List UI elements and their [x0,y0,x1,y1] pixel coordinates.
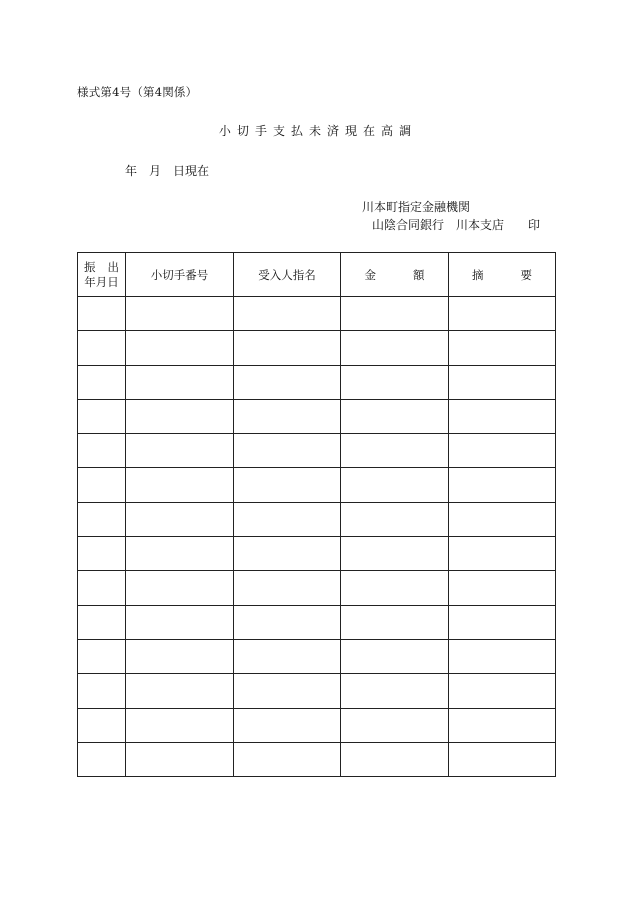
cell-check-number[interactable] [126,742,234,776]
cell-issue-date[interactable] [78,537,126,571]
table-row [78,468,556,502]
bank-branch-seal: 山陰合同銀行 川本支店 印 [372,218,541,232]
cell-amount[interactable] [341,399,449,433]
title-char: 払 [290,124,303,138]
title-char: 済 [327,124,340,138]
cell-check-number[interactable] [126,365,234,399]
cell-amount[interactable] [341,502,449,536]
cell-check-number[interactable] [126,708,234,742]
cell-amount[interactable] [341,537,449,571]
header-amount-char: 金 [364,267,376,282]
cell-payee[interactable] [234,399,341,433]
table-row [78,571,556,605]
cell-amount[interactable] [341,605,449,639]
title-char: 未 [308,124,321,138]
cell-amount[interactable] [341,365,449,399]
header-summary [449,253,556,297]
title-char: 手 [254,124,267,138]
title-char: 高 [381,124,394,138]
cell-payee[interactable] [234,331,341,365]
cell-payee[interactable] [234,639,341,673]
cell-issue-date[interactable] [78,399,126,433]
cell-check-number[interactable] [126,674,234,708]
title-char: 現 [345,124,358,138]
cell-payee[interactable] [234,468,341,502]
title-char: 在 [363,124,376,138]
cell-amount[interactable] [341,742,449,776]
title-char: 支 [272,124,285,138]
document-title [0,122,630,139]
as-of-date: 年 月 日現在 [125,164,210,178]
cell-summary[interactable] [449,639,556,673]
title-char: 調 [399,124,412,138]
cell-amount[interactable] [341,297,449,331]
cell-issue-date[interactable] [78,331,126,365]
cell-check-number[interactable] [126,571,234,605]
cell-check-number[interactable] [126,331,234,365]
cell-summary[interactable] [449,502,556,536]
header-check-number: 小切手番号 [126,253,234,297]
cell-issue-date[interactable] [78,674,126,708]
cell-payee[interactable] [234,502,341,536]
cell-summary[interactable] [449,331,556,365]
cell-summary[interactable] [449,297,556,331]
header-issue-date-ymd: 年月日 [84,274,119,289]
cell-issue-date[interactable] [78,639,126,673]
cell-summary[interactable] [449,468,556,502]
header-payee: 受入人指名 [234,253,341,297]
cell-amount[interactable] [341,571,449,605]
cell-issue-date[interactable] [78,708,126,742]
cell-issue-date[interactable] [78,468,126,502]
title-char: 小 [218,124,231,138]
cell-summary[interactable] [449,365,556,399]
cell-amount[interactable] [341,674,449,708]
cell-summary[interactable] [449,571,556,605]
cell-issue-date[interactable] [78,571,126,605]
header-amount [341,253,449,297]
cell-summary[interactable] [449,399,556,433]
header-issue-date-char: 振 [84,259,96,274]
header-summary-char: 要 [520,267,532,282]
cell-check-number[interactable] [126,502,234,536]
cell-check-number[interactable] [126,434,234,468]
cell-amount[interactable] [341,639,449,673]
cell-summary[interactable] [449,537,556,571]
table-body [78,297,556,777]
cell-issue-date[interactable] [78,742,126,776]
cell-amount[interactable] [341,468,449,502]
cell-issue-date[interactable] [78,605,126,639]
table-row [78,434,556,468]
header-issue-date-char: 出 [107,259,119,274]
table-row [78,605,556,639]
table-row [78,399,556,433]
header-issue-date [78,253,126,297]
table-row [78,708,556,742]
cell-payee[interactable] [234,571,341,605]
cell-payee[interactable] [234,365,341,399]
cell-payee[interactable] [234,537,341,571]
cell-issue-date[interactable] [78,502,126,536]
cell-check-number[interactable] [126,537,234,571]
designated-institution: 川本町指定金融機関 [362,200,471,214]
cell-summary[interactable] [449,605,556,639]
cell-amount[interactable] [341,331,449,365]
table-row [78,297,556,331]
cell-check-number[interactable] [126,468,234,502]
cell-check-number[interactable] [126,399,234,433]
table-row [78,742,556,776]
cell-payee[interactable] [234,605,341,639]
table-row [78,502,556,536]
cell-amount[interactable] [341,708,449,742]
cell-summary[interactable] [449,434,556,468]
table-row [78,331,556,365]
title-char: 切 [236,124,249,138]
cell-amount[interactable] [341,434,449,468]
cell-issue-date[interactable] [78,297,126,331]
cell-check-number[interactable] [126,639,234,673]
table-row [78,639,556,673]
header-summary-char: 摘 [472,267,484,282]
header-amount-char: 額 [413,267,425,282]
cell-payee[interactable] [234,674,341,708]
cell-summary[interactable] [449,708,556,742]
table-row [78,537,556,571]
cell-check-number[interactable] [126,605,234,639]
cell-payee[interactable] [234,434,341,468]
uncashed-checks-table [77,252,556,777]
table-row [78,365,556,399]
cell-summary[interactable] [449,742,556,776]
table-row [78,674,556,708]
table-header-row [78,253,556,297]
cell-issue-date[interactable] [78,434,126,468]
form-number: 様式第4号（第4関係） [77,85,198,99]
cell-payee[interactable] [234,708,341,742]
cell-payee[interactable] [234,297,341,331]
cell-issue-date[interactable] [78,365,126,399]
cell-check-number[interactable] [126,297,234,331]
cell-payee[interactable] [234,742,341,776]
cell-summary[interactable] [449,674,556,708]
